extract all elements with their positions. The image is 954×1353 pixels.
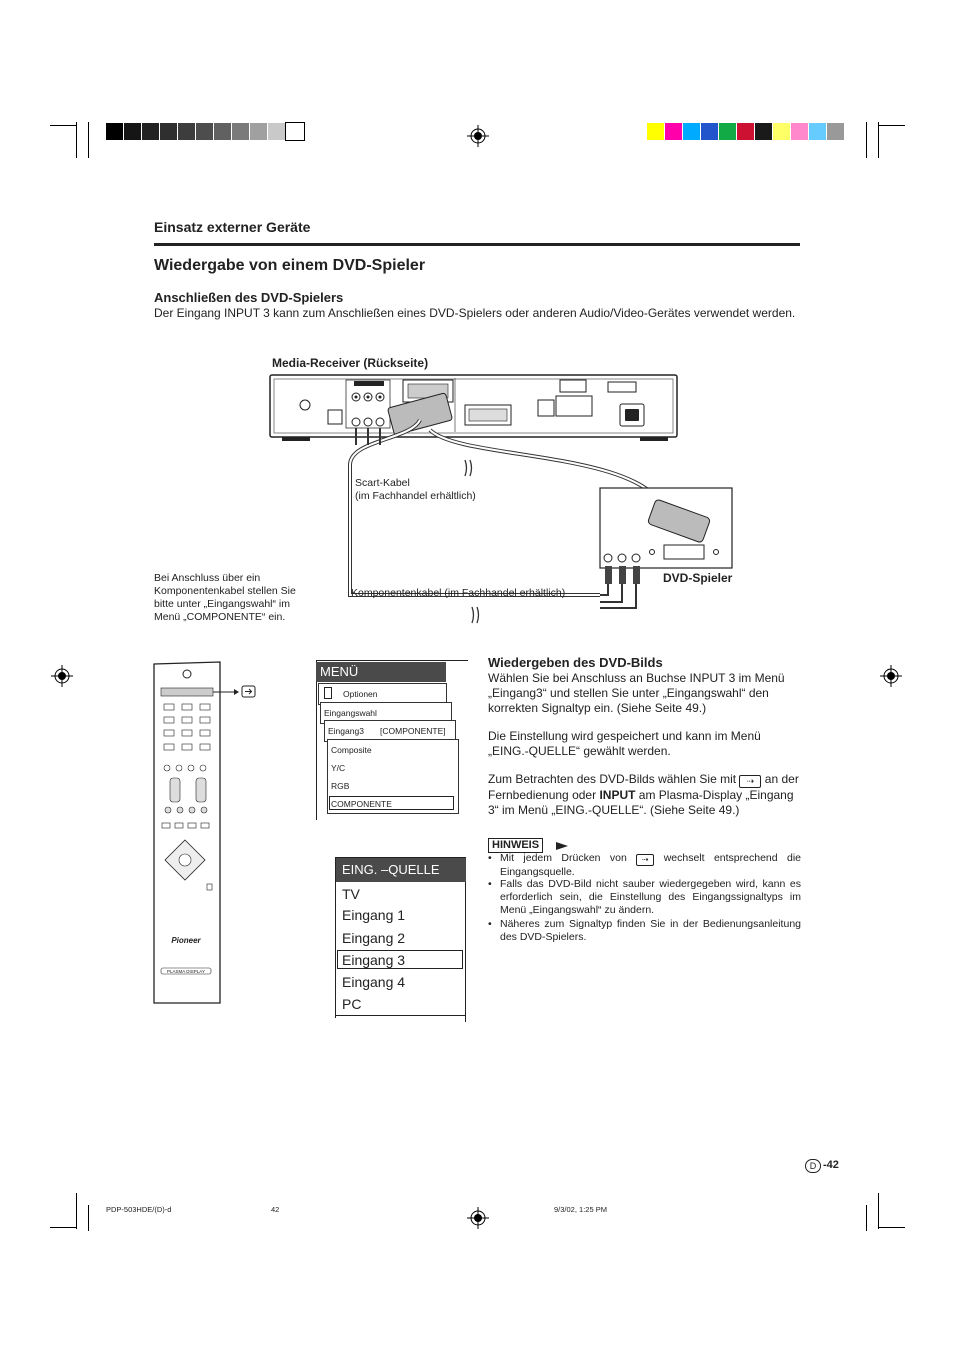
playback-input-word: INPUT — [599, 788, 636, 802]
source-item-pc: PC — [342, 996, 362, 1012]
color-swatch — [827, 123, 845, 140]
source-menu-title: EING. –QUELLE — [336, 858, 466, 882]
crop-mark — [878, 1193, 879, 1229]
source-item-eingang3: Eingang 3 — [342, 952, 406, 968]
divider — [154, 243, 800, 246]
dvd-label: DVD-Spieler — [663, 571, 733, 585]
menu-eingang3-value: [COMPONENTE] — [380, 726, 446, 736]
playback-para-3b: an der Fernbedienung oder — [488, 772, 799, 802]
menu-item-componente: COMPONENTE — [331, 799, 392, 809]
menu-eingangswahl-label: Eingangswahl — [324, 708, 377, 718]
registration-mark-icon — [880, 665, 902, 687]
color-swatch — [106, 123, 124, 140]
color-swatch — [809, 123, 827, 140]
menu-item-rgb: RGB — [331, 781, 350, 791]
input-icon: ⇢ — [739, 775, 761, 788]
source-item-eingang4: Eingang 4 — [342, 974, 406, 990]
playback-para-3d: am Plasma-Display „Eingang 3“ im Menü „EING.-QUELLE“. (Siehe Seite 49.) — [488, 788, 794, 817]
crop-mark — [866, 1205, 867, 1231]
scart-cable-label-2: (im Fachhandel erhältlich) — [355, 490, 476, 502]
menu-option-icon — [324, 687, 332, 699]
color-swatch — [665, 123, 683, 140]
hinweis-bullet-1a: Mit jedem Drücken von — [500, 852, 627, 864]
input-icon: ⇢ — [636, 854, 654, 866]
crop-mark — [878, 122, 879, 158]
arrow-right-icon — [556, 840, 570, 852]
color-swatch — [160, 123, 178, 140]
color-swatch — [773, 123, 791, 140]
component-note-1: Bei Anschluss über ein — [154, 572, 261, 584]
color-swatch — [214, 123, 232, 140]
remote-brand: Pioneer — [171, 936, 201, 945]
remote-label: PLASMA DISPLAY — [167, 969, 205, 974]
registration-mark-icon — [467, 125, 489, 147]
component-note-3: bitte unter „Eingangswahl“ im — [154, 598, 290, 610]
page-title: Wiedergabe von einem DVD-Spieler — [154, 257, 426, 274]
crop-mark — [50, 125, 76, 126]
color-swatch — [142, 123, 160, 140]
hinweis-bullet-1 — [488, 852, 801, 879]
source-item-eingang2: Eingang 2 — [342, 930, 406, 946]
crop-mark — [88, 122, 89, 158]
color-swatch — [791, 123, 809, 140]
source-menu — [336, 858, 466, 1018]
color-swatch — [250, 123, 268, 140]
menu-item-composite: Composite — [331, 745, 372, 755]
color-swatch — [737, 123, 755, 140]
component-cable-label: Komponentenkabel (im Fachhandel erhältlich) — [351, 587, 566, 599]
page-number: -42 — [823, 1159, 839, 1171]
page-letter: D — [805, 1159, 821, 1173]
menu-title: MENÜ — [316, 662, 446, 682]
footer-page: 42 — [271, 1205, 280, 1214]
color-swatch — [232, 123, 250, 140]
crop-mark — [879, 1227, 905, 1228]
component-note-2: Komponentenkabel stellen Sie — [154, 585, 296, 597]
hinweis-bullet-2: • Falls das DVD-Bild nicht sauber wiedergegeben wird, kann es erforderlich sein, die Einstellung des Eingangssignaltyps im Menü „Eingangswahl“ zu ändern. — [488, 878, 801, 917]
color-swatch — [286, 123, 304, 140]
menu-eingang3-label: Eingang3 — [328, 726, 364, 736]
crop-mark — [88, 1205, 89, 1231]
subheading-connect: Anschließen des DVD-Spielers — [154, 290, 344, 305]
color-swatch — [124, 123, 142, 140]
color-swatch — [178, 123, 196, 140]
hinweis-label: HINWEIS — [488, 838, 543, 853]
playback-para-3 — [488, 772, 801, 818]
playback-para-2: Die Einstellung wird gespeichert und kann im Menü „EING.-QUELLE“ gewählt werden. — [488, 729, 761, 758]
registration-mark-icon — [51, 665, 73, 687]
color-swatch — [196, 123, 214, 140]
remote-control — [150, 660, 270, 1010]
color-swatch — [268, 123, 286, 140]
menu-options-label: Optionen — [343, 689, 378, 699]
grayscale-bar — [106, 123, 304, 140]
registration-mark-icon — [467, 1207, 489, 1229]
hinweis-bullet-1b: wechselt entsprechend die Eingangsquelle. — [500, 852, 802, 878]
color-swatch — [719, 123, 737, 140]
color-swatch — [647, 123, 665, 140]
source-item-tv: TV — [342, 886, 360, 902]
menu-item-yc: Y/C — [331, 763, 346, 773]
color-bar — [647, 123, 845, 140]
source-item-eingang1: Eingang 1 — [342, 907, 406, 923]
playback-para-1: Wählen Sie bei Anschluss an Buchse INPUT 3 im Menü „Eingang3“ und stellen Sie unter „Eingangswahl“ den korrekten Signaltyp ein. (Siehe Seite 49.) — [488, 671, 785, 715]
color-swatch — [755, 123, 773, 140]
crop-mark — [866, 122, 867, 158]
component-note-4: Menü „COMPONENTE“ ein. — [154, 611, 286, 623]
crop-mark — [879, 125, 905, 126]
crop-mark — [76, 122, 77, 158]
receiver-label: Media-Receiver (Rückseite) — [272, 356, 429, 370]
scart-cable-label-1: Scart-Kabel — [355, 477, 410, 489]
playback-para-3a: Zum Betrachten des DVD-Bilds wählen Sie mit — [488, 772, 737, 786]
subheading-playback: Wiedergeben des DVD-Bilds — [488, 655, 663, 670]
color-swatch — [683, 123, 701, 140]
color-swatch — [701, 123, 719, 140]
crop-mark — [50, 1227, 76, 1228]
hinweis-bullet-3: • Näheres zum Signaltyp finden Sie in der Bedienungsanleitung des DVD-Spielers. — [488, 918, 801, 944]
section-title: Einsatz externer Geräte — [154, 219, 311, 235]
footer-date: 9/3/02, 1:25 PM — [554, 1205, 607, 1214]
intro-text: Der Eingang INPUT 3 kann zum Anschließen eines DVD-Spielers oder anderen Audio/Video-Gerätes verwendet werden. — [154, 306, 796, 320]
crop-mark — [76, 1193, 77, 1229]
menu-signal-list — [327, 739, 459, 814]
footer-file: PDP-503HDE/(D)-d — [106, 1205, 172, 1214]
menu-item-componente-highlight — [329, 796, 454, 810]
